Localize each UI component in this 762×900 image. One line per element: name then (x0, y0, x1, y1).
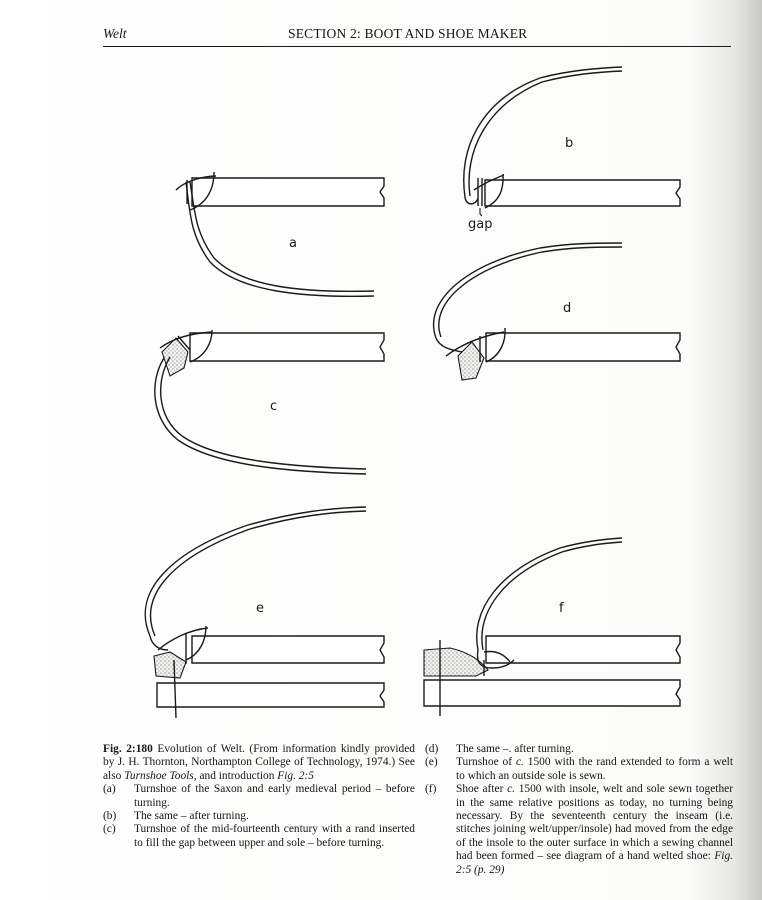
item-text-part: 1500 with insole, welt and sole sewn together in the same relative positions as today, no turning being necessary. By the seventeenth century the inseam (i.e. stitches joining welt/upper/insole) had moved from the edge of the insole to the outer surface in which a sewing channel had been formed – see diagram of a hand welted shoe: (456, 783, 733, 863)
running-head-entry: Welt (103, 26, 127, 41)
caption-item-b (103, 810, 415, 823)
item-text-part: Shoe after (456, 783, 508, 796)
panel-b-label: b (565, 136, 574, 151)
panel-d-label: d (563, 301, 572, 316)
caption-left-column (103, 743, 415, 850)
item-text: Turnshoe of the mid-fourteenth century with a rand inserted to fill the gap between upper and sole – before turning. (134, 823, 415, 849)
running-head-section: SECTION 2: BOOT AND SHOE MAKER (288, 26, 528, 41)
item-text (456, 783, 733, 877)
item-label: (d) (425, 743, 439, 755)
caption-intro (103, 743, 415, 783)
circa-abbrev: c. (515, 756, 524, 769)
panel-f-diagram (424, 538, 680, 716)
gap-label: gap (468, 217, 493, 232)
caption-item-c (103, 823, 415, 850)
caption-ref-hand-welted: Fig. 2:5 (p. 29) (456, 850, 733, 876)
panel-e-diagram (145, 507, 384, 718)
caption-item-d (425, 743, 733, 756)
item-label: (c) (103, 823, 116, 836)
circa-abbrev: c. (507, 783, 515, 796)
panel-f-label: f (559, 601, 564, 616)
panel-c-diagram (155, 330, 384, 474)
caption-item-e (425, 756, 733, 783)
item-text: The same – after turning. (134, 810, 249, 823)
panel-e-label: e (256, 601, 264, 616)
item-label: (b) (103, 810, 117, 823)
caption-item-a (103, 783, 415, 810)
item-text: Turnshoe of the Saxon and early medieval period – before turning. (134, 783, 415, 809)
panel-a-label: a (289, 236, 297, 251)
item-label: (f) (425, 783, 437, 796)
item-text-part: Turnshoe of (456, 756, 516, 769)
panel-d-diagram (434, 243, 680, 380)
figure-number: Fig. 2:180 (103, 743, 153, 755)
caption-ref-turnshoe-tools: Turnshoe Tools (124, 769, 194, 782)
item-label: (a) (103, 783, 116, 796)
caption-item-f (425, 783, 733, 877)
item-text: The same –. after turning. (456, 743, 574, 755)
item-label: (e) (425, 756, 438, 769)
item-text (456, 756, 733, 783)
caption-ref-fig: Fig. 2:5 (277, 769, 314, 782)
caption-intro-text: Evolution of Welt. (From information kindly provided by J. H. Thornton, Northampton College of Technology, 1974.) See also (103, 743, 415, 782)
panel-c-label: c (270, 399, 278, 414)
item-text-part: 1500 with the rand extended to form a welt to which an outside sole is sewn. (456, 756, 733, 782)
caption-right-column (425, 743, 733, 877)
panel-a-diagram (176, 172, 384, 296)
panel-b-diagram (464, 67, 680, 232)
caption-intro-mid: , and introduction (193, 769, 278, 782)
